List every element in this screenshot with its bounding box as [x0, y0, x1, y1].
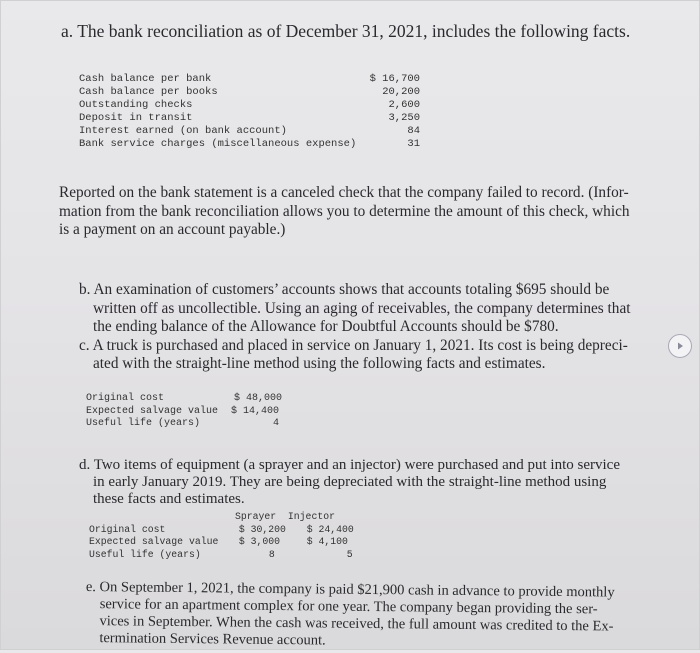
bank-table-values [370, 73, 420, 151]
row-sprayer: $ 30,200 [238, 523, 286, 535]
equipment-table-header [89, 511, 354, 524]
paragraph-d-line1: d. Two items of equipment (a sprayer and an injector) were purchased and put into service [79, 457, 620, 473]
truck-value-life: 4 [272, 418, 279, 429]
value-deposit-in-transit: 3,250 [388, 112, 420, 124]
value-service-charges: 31 [407, 138, 420, 150]
label-interest-earned: Interest earned (on bank account) [79, 125, 287, 137]
paragraph-d [79, 457, 659, 508]
paragraph-e [85, 579, 646, 653]
row-sprayer: $ 3,000 [238, 536, 281, 547]
paragraph-c-line2: ated with the straight-line method using the following facts and estimates. [93, 355, 546, 372]
paragraph-c-line1: c. A truck is purchased and placed in service on January 1, 2021. Its cost is being depreci- [79, 336, 628, 354]
bank-table-labels [79, 73, 379, 151]
row-sprayer: 8 [268, 548, 275, 560]
paragraph-d-line2: in early January 2019. They are being depreciated with the straight-line method using [93, 474, 607, 490]
value-outstanding-checks: 2,600 [388, 99, 420, 111]
paragraph-e-line4: termination Services Revenue account. [99, 630, 326, 649]
table-row [89, 536, 354, 549]
paragraph-b-line2: written off as uncollectible. Using an aging of receivables, the company determines that [93, 299, 631, 317]
row-injector: $ 24,400 [306, 523, 354, 535]
truck-value-cost: $ 48,000 [234, 393, 283, 404]
paragraph-e-line2: service for an apartment complex for one year. The company began providing the ser- [99, 596, 598, 618]
label-service-charges: Bank service charges (miscellaneous expense) [79, 138, 357, 150]
truck-table-labels [86, 393, 218, 431]
paragraph-e-line3: vices in September. When the cash was received, the full amount was credited to the Ex- [99, 613, 614, 635]
paragraph-b-c [79, 281, 659, 374]
truck-label-salvage: Expected salvage value [86, 405, 219, 417]
paragraph-a-line1: Reported on the bank statement is a canceled check that the company failed to record. (Infor- [59, 184, 629, 201]
paragraph-a [59, 184, 659, 240]
col-sprayer: Sprayer [235, 511, 277, 522]
value-interest-earned: 84 [407, 125, 420, 137]
col-injector: Injector [287, 511, 335, 522]
truck-table-values [230, 393, 283, 431]
label-deposit-in-transit: Deposit in transit [79, 112, 193, 124]
equipment-table [89, 511, 354, 561]
row-label: Useful life (years) [89, 548, 201, 560]
paragraph-b-line1: b. An examination of customers’ accounts shows that accounts totaling $695 should be [79, 281, 610, 298]
play-icon[interactable] [668, 334, 692, 358]
label-cash-per-bank: Cash balance per bank [79, 73, 212, 85]
truck-label-cost: Original cost [86, 393, 165, 404]
paragraph-a-line3: is a payment on an account payable.) [59, 221, 286, 238]
row-label: Original cost [89, 523, 166, 535]
paragraph-b-line3: the ending balance of the Allowance for Doubtful Accounts should be $780. [93, 318, 559, 335]
label-cash-per-books: Cash balance per books [79, 86, 218, 98]
truck-label-life: Useful life (years) [86, 418, 201, 429]
row-injector: $ 4,100 [306, 536, 348, 547]
heading-a: a. The bank reconciliation as of December 31, 2021, includes the following facts. [61, 21, 631, 41]
paragraph-e-line1: e. On September 1, 2021, the company is paid $21,900 cash in advance to provide monthly [85, 579, 615, 601]
paragraph-d-line3: these facts and estimates. [93, 491, 245, 507]
row-label: Expected salvage value [89, 536, 219, 547]
paragraph-a-line2: mation from the bank reconciliation allows you to determine the amount of this check, which [59, 202, 630, 220]
value-cash-per-books: 20,200 [382, 86, 420, 98]
row-injector: 5 [346, 548, 353, 560]
value-cash-per-bank: $ 16,700 [369, 73, 420, 85]
table-row [89, 524, 354, 537]
truck-value-salvage: $ 14,400 [230, 405, 279, 417]
table-row [89, 549, 354, 562]
label-outstanding-checks: Outstanding checks [79, 99, 193, 111]
